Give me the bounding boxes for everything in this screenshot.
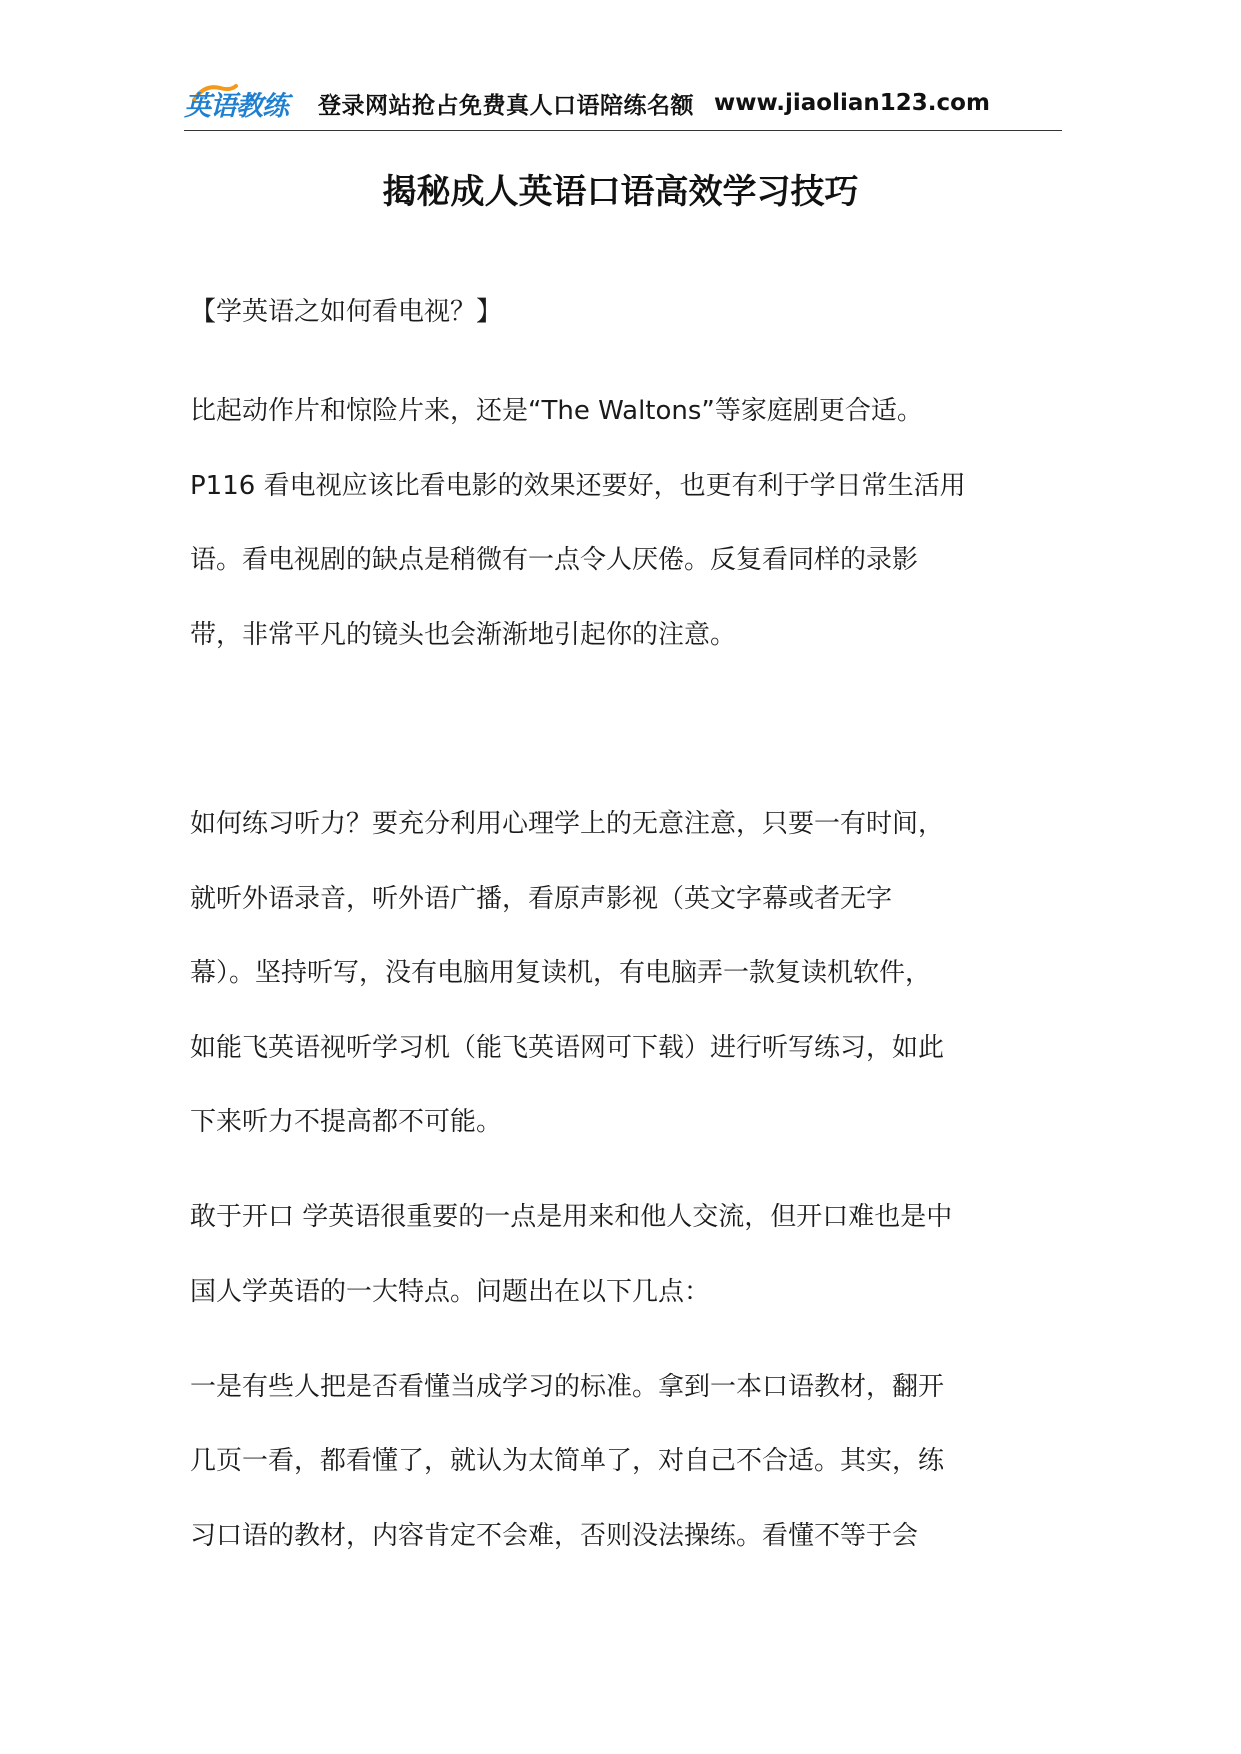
text-line: 敢于开口 学英语很重要的一点是用来和他人交流，但开口难也是中	[190, 1202, 953, 1232]
text-line: 国人学英语的一大特点。问题出在以下几点：	[190, 1277, 711, 1307]
text-line: 如能飞英语视听学习机（能飞英语网可下载）进行听写练习，如此	[190, 1033, 945, 1063]
header-slogan: 登录网站抢占免费真人口语陪练名额	[318, 92, 694, 119]
section-heading: 【学英语之如何看电视？】	[190, 297, 503, 327]
document-title: 揭秘成人英语口语高效学习技巧	[382, 172, 859, 212]
text-line: 习口语的教材，内容肯定不会难，否则没法操练。看懂不等于会	[190, 1521, 919, 1551]
text-line: 比起动作片和惊险片来，还是“The Waltons”等家庭剧更合适。	[190, 396, 923, 426]
text-line: 如何练习听力？要充分利用心理学上的无意注意，只要一有时间，	[190, 809, 945, 839]
page-header	[184, 78, 1062, 128]
text-line: 一是有些人把是否看懂当成学习的标准。拿到一本口语教材，翻开	[190, 1372, 945, 1402]
text-line: 语。看电视剧的缺点是稍微有一点令人厌倦。反复看同样的录影	[190, 545, 919, 575]
logo-text: 英语教练	[184, 90, 288, 122]
text-line: 就听外语录音，听外语广播，看原声影视（英文字幕或者无字	[190, 884, 893, 914]
text-line: 带，非常平凡的镜头也会渐渐地引起你的注意。	[190, 620, 737, 650]
header-url[interactable]: www.jiaolian123.com	[714, 90, 990, 116]
text-line: P116 看电视应该比看电影的效果还要好，也更有利于学日常生活用	[190, 471, 966, 501]
text-line: 几页一看，都看懂了，就认为太简单了，对自己不合适。其实，练	[190, 1446, 945, 1476]
text-line: 下来听力不提高都不可能。	[190, 1107, 503, 1137]
header-divider	[184, 130, 1062, 131]
text-line: 幕）。坚持听写，没有电脑用复读机，有电脑弄一款复读机软件，	[190, 958, 932, 988]
logo	[184, 78, 306, 128]
